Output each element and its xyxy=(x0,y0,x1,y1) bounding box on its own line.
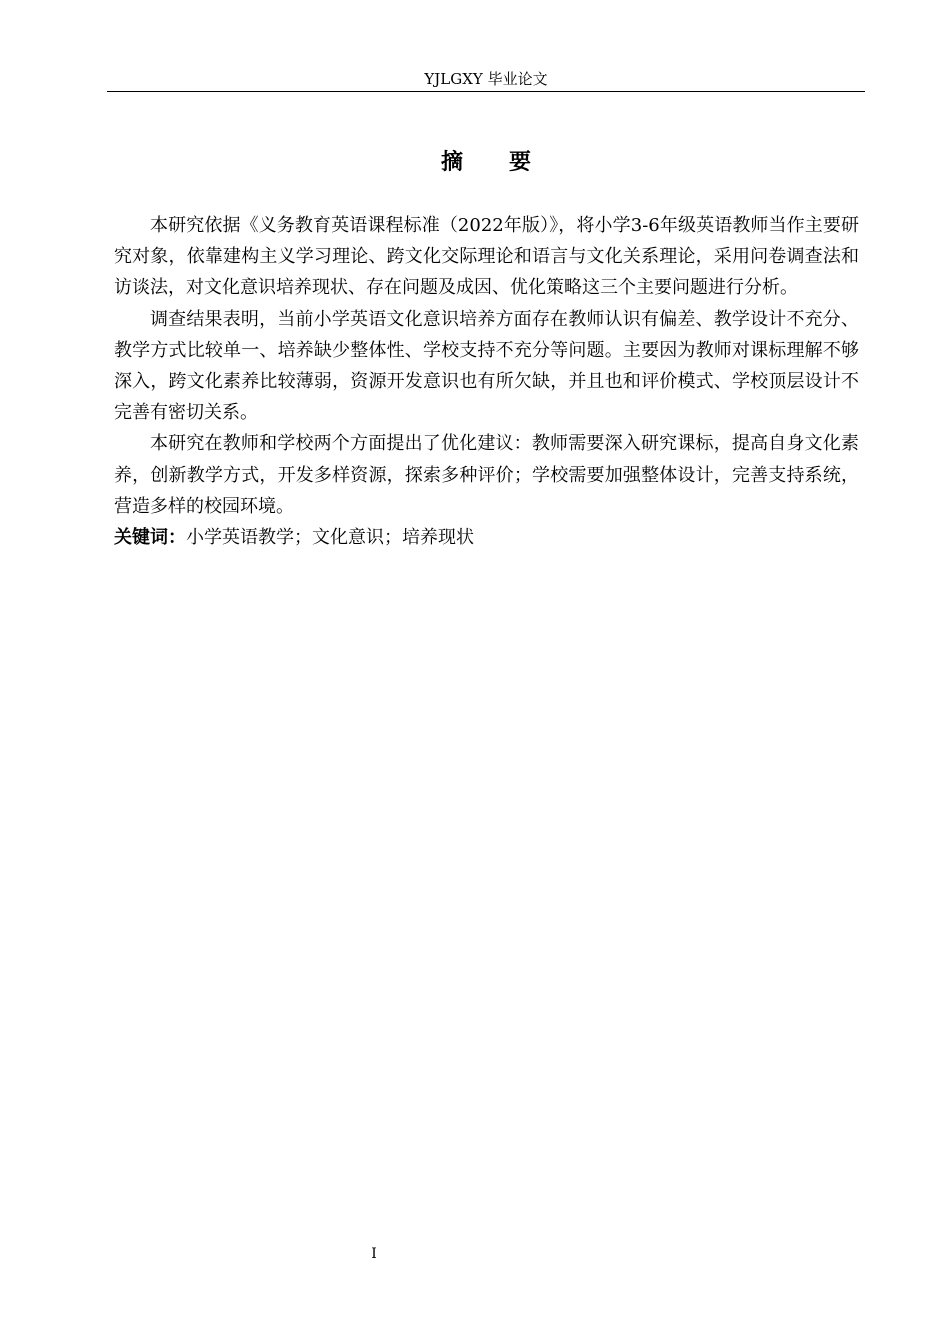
abstract-paragraph-2: 调查结果表明，当前小学英语文化意识培养方面存在教师认识有偏差、教学设计不充分、教学方式比较单一、培养缺少整体性、学校支持不充分等问题。主要因为教师对课标理解不够深入，跨文化素养比较薄弱，资源开发意识也有所欠缺，并且也和评价模式、学校顶层设计不完善有密切关系。 xyxy=(114,308,859,424)
page-number: I xyxy=(371,1246,377,1262)
abstract-body xyxy=(114,210,859,553)
abstract-paragraph-3: 本研究在教师和学校两个方面提出了优化建议：教师需要深入研究课标，提高自身文化素养，创新教学方式，开发多样资源，探索多种评价；学校需要加强整体设计，完善支持系统，营造多样的校园环境。 xyxy=(114,433,859,517)
keywords-line xyxy=(114,522,859,553)
abstract-paragraph-1: 本研究依据《义务教育英语课程标准（2022年版）》，将小学3-6年级英语教师当作主要研究对象，依靠建构主义学习理论、跨文化交际理论和语言与文化关系理论，采用问卷调查法和访谈法，对文化意识培养现状、存在问题及成因、优化策略这三个主要问题进行分析。 xyxy=(114,215,859,299)
keywords-label: 关键词： xyxy=(114,527,186,549)
header-divider xyxy=(107,91,865,92)
abstract-title xyxy=(107,148,865,178)
page-header: YJLGXY 毕业论文 xyxy=(424,70,548,88)
keywords-text: 小学英语教学；文化意识；培养现状 xyxy=(186,527,474,549)
abstract-title-part2: 要 xyxy=(509,150,532,175)
abstract-title-part1: 摘 xyxy=(440,150,463,175)
